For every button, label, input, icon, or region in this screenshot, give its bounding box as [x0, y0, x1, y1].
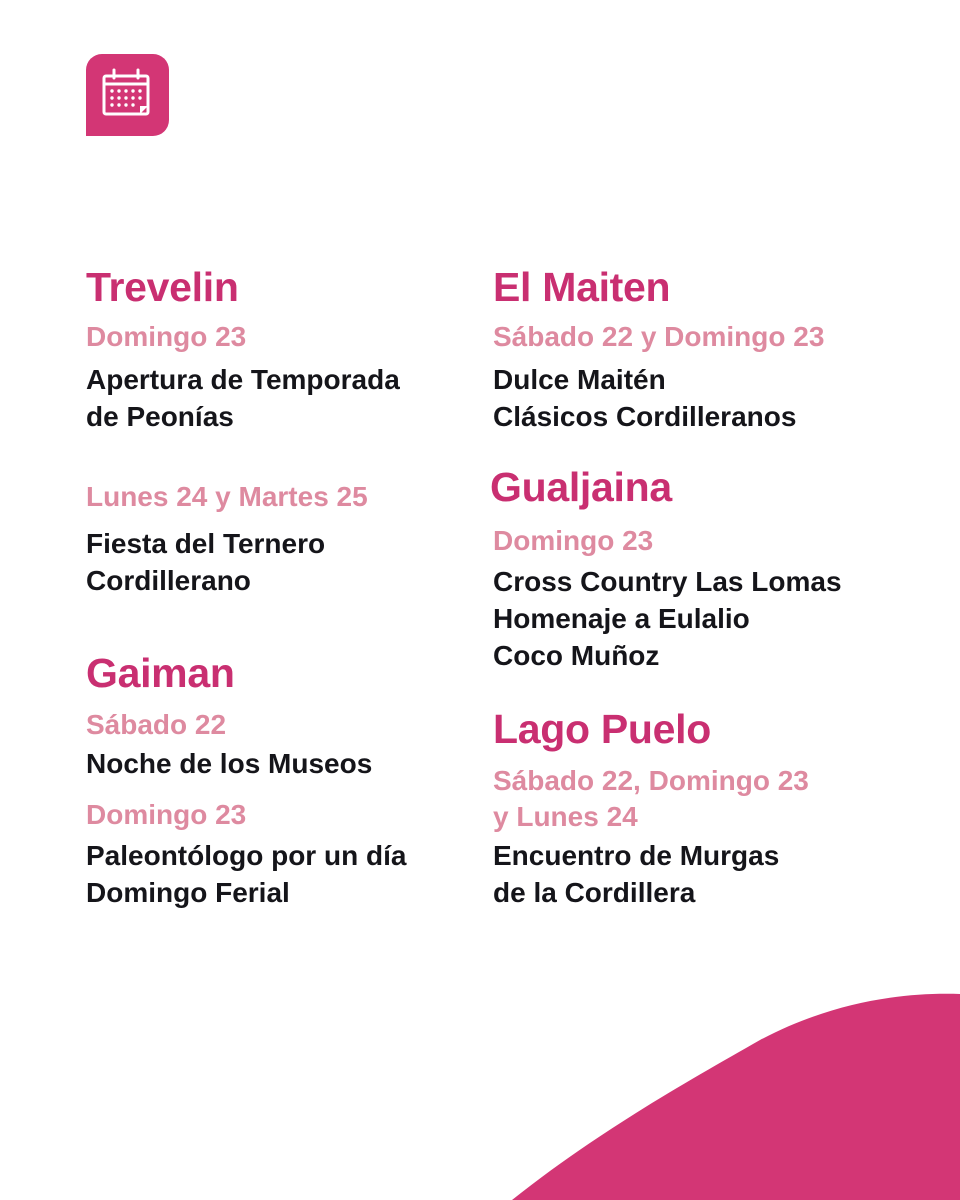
event-trevelin-2-line2: Cordillerano — [86, 565, 251, 596]
event-trevelin-2-line1: Fiesta del Ternero — [86, 528, 326, 559]
event-el-maiten-1-line1: Dulce Maitén — [493, 364, 666, 395]
event-trevelin-1-line2: de Peonías — [86, 401, 234, 432]
date-gualjaina-1: Domingo 23 — [493, 525, 654, 556]
date-el-maiten-1: Sábado 22 y Domingo 23 — [493, 321, 825, 352]
event-el-maiten-1-line2: Clásicos Cordilleranos — [493, 401, 797, 432]
date-trevelin-1: Domingo 23 — [86, 321, 247, 352]
place-gaiman: Gaiman — [86, 650, 235, 696]
event-trevelin-1-line1: Apertura de Temporada — [86, 364, 400, 395]
date-trevelin-2: Lunes 24 y Martes 25 — [86, 481, 368, 512]
event-lago-puelo-1-line2: de la Cordillera — [493, 877, 696, 908]
place-el-maiten: El Maiten — [493, 264, 671, 310]
event-gaiman-2-line1: Paleontólogo por un día — [86, 840, 407, 871]
event-lago-puelo-1-line1: Encuentro de Murgas — [493, 840, 780, 871]
place-lago-puelo: Lago Puelo — [493, 706, 711, 752]
date-gaiman-2: Domingo 23 — [86, 799, 247, 830]
place-trevelin: Trevelin — [86, 264, 239, 310]
date-gaiman-1: Sábado 22 — [86, 709, 227, 740]
event-gualjaina-1-line3: Coco Muñoz — [493, 640, 660, 671]
event-gaiman-1-line1: Noche de los Museos — [86, 748, 373, 779]
event-gualjaina-1-line2: Homenaje a Eulalio — [493, 603, 750, 634]
date-lago-puelo-1-line1: Sábado 22, Domingo 23 — [493, 765, 809, 796]
event-gaiman-2-line2: Domingo Ferial — [86, 877, 290, 908]
event-gualjaina-1-line1: Cross Country Las Lomas — [493, 566, 842, 597]
place-gualjaina: Gualjaina — [490, 464, 672, 510]
date-lago-puelo-1-line2: y Lunes 24 — [493, 801, 638, 832]
